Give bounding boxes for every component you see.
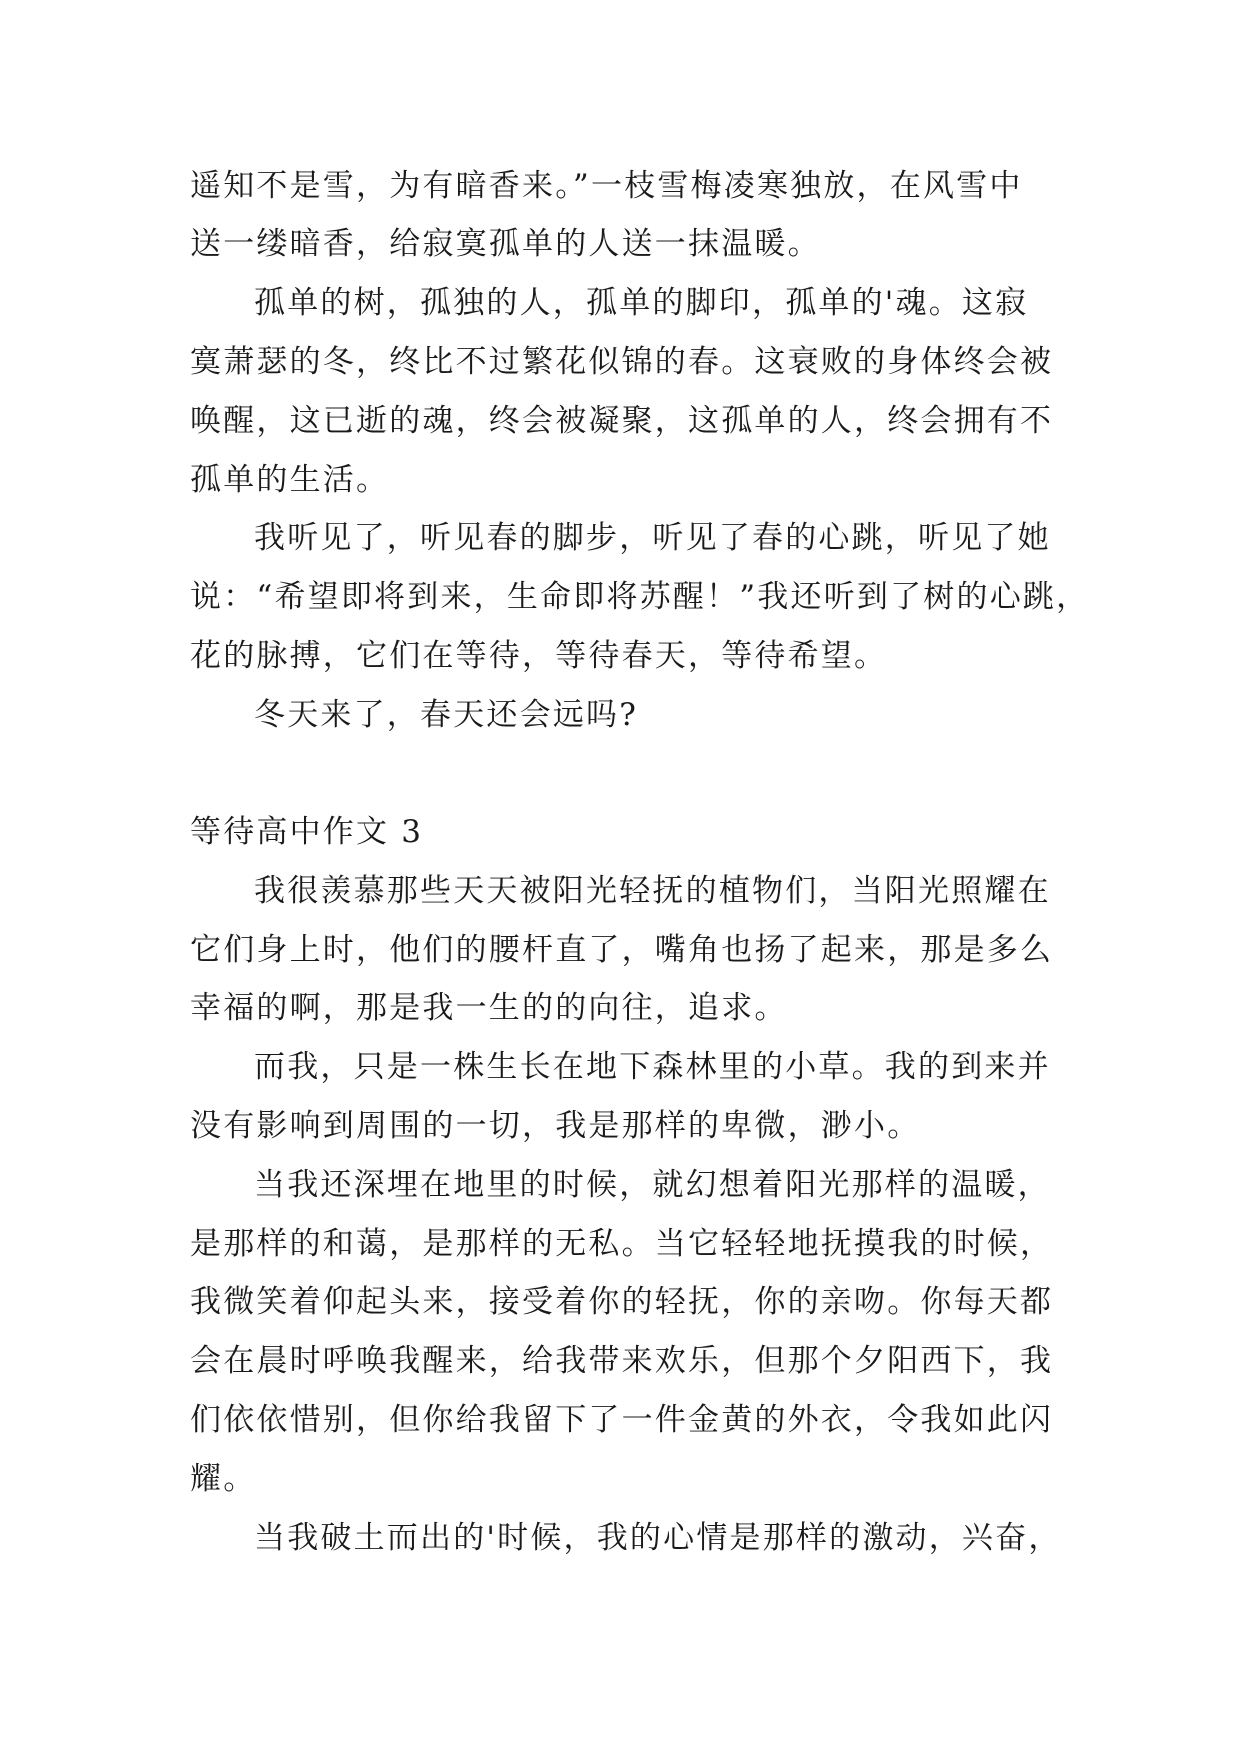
paragraph-line: 冬天来了，春天还会远吗? bbox=[254, 697, 639, 733]
paragraph-line: 孤单的生活。 bbox=[190, 462, 390, 498]
paragraph-line: 遥知不是雪，为有暗香来。”一枝雪梅凌寒独放，在风雪中 bbox=[190, 168, 1023, 204]
paragraph-line: 我听见了，听见春的脚步，听见了春的心跳，听见了她 bbox=[254, 520, 1051, 556]
paragraph-line: 送一缕暗香，给寂寞孤单的人送一抹温暖。 bbox=[190, 226, 821, 262]
paragraph-line: 会在晨时呼唤我醒来，给我带来欢乐，但那个夕阳西下，我 bbox=[190, 1343, 1054, 1379]
paragraph-line: 寞萧瑟的冬，终比不过繁花似锦的春。这衰败的身体终会被 bbox=[190, 344, 1054, 380]
paragraph-line: 我很羡慕那些天天被阳光轻抚的植物们，当阳光照耀在 bbox=[254, 873, 1051, 909]
paragraph-line: 而我，只是一株生长在地下森林里的小草。我的到来并 bbox=[254, 1049, 1051, 1085]
paragraph-line: 它们身上时，他们的腰杆直了，嘴角也扬了起来，那是多么 bbox=[190, 932, 1054, 968]
paragraph-line: 耀。 bbox=[190, 1461, 257, 1497]
paragraph-line: 孤单的树，孤独的人，孤单的脚印，孤单的'魂。这寂 bbox=[254, 285, 1029, 321]
paragraph-line: 当我还深埋在地里的时候，就幻想着阳光那样的温暖， bbox=[254, 1167, 1051, 1203]
paragraph-line: 是那样的和蔼，是那样的无私。当它轻轻地抚摸我的时候， bbox=[190, 1226, 1054, 1262]
paragraph-line: 幸福的啊，那是我一生的的向往，追求。 bbox=[190, 990, 788, 1026]
paragraph-line: 说：“希望即将到来，生命即将苏醒！”我还听到了树的心跳， bbox=[190, 579, 1090, 615]
paragraph-line: 们依依惜别，但你给我留下了一件金黄的外衣，令我如此闪 bbox=[190, 1402, 1054, 1438]
paragraph-line: 我微笑着仰起头来，接受着你的轻抚，你的亲吻。你每天都 bbox=[190, 1284, 1054, 1320]
paragraph-line: 花的脉搏，它们在等待，等待春天，等待希望。 bbox=[190, 638, 888, 674]
paragraph-line: 没有影响到周围的一切，我是那样的卑微，渺小。 bbox=[190, 1108, 921, 1144]
paragraph-line: 唤醒，这已逝的魂，终会被凝聚，这孤单的人，终会拥有不 bbox=[190, 403, 1054, 439]
paragraph-line: 当我破土而出的'时候，我的心情是那样的激动，兴奋， bbox=[254, 1520, 1062, 1556]
section-heading: 等待高中作文 3 bbox=[190, 814, 424, 850]
